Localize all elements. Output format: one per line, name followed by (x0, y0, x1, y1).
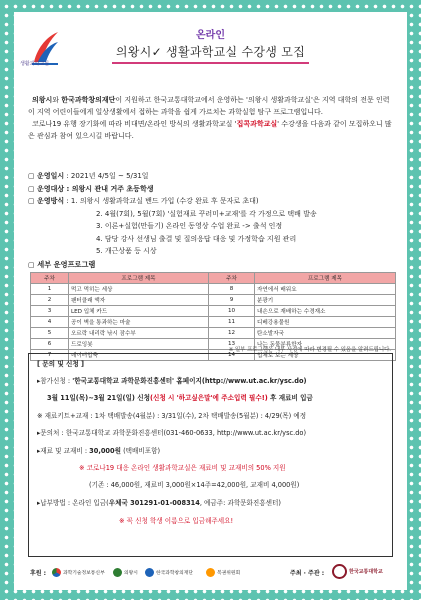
kofac-logo-icon (145, 568, 154, 577)
table-row: 1 먹고 먹히는 세상 8 자연에서 배워요 (31, 284, 396, 295)
contact-line: ▸문의처 : 한국교통대학교 과학문화진흥센터(031-460-0633, http://www.ut.ac.kr/ysc.do) (37, 429, 307, 437)
apply-period: 3월 11일(목)~3월 21일(일) 신청(신청 시 '하고싶은말'에 주소입력 필수!) 후 재료비 입금 (47, 394, 313, 402)
apply-header: [ 문의 및 신청 ] (37, 360, 85, 368)
table-header: 프로그램 제목 (69, 273, 209, 284)
logo-text: 생활과학교실 (20, 61, 49, 67)
intro-text: 의왕시와 한국과학창의재단이 지원하고 한국교통대학교에서 운영하는 '의왕시 생활과학교실'은 지역 대학의 전문 인력이 지역 어린이들에게 일상생활에서 접하는 과학을 쉽게 가르치는 과학실험 탐구 프로그램입니다. 코로나19 유행 장기화에 따라 비대면/온라인 방식의 생활과학교실 '집콕과학교실' 수강생을 다음과 같이 모집하오니 많은 관심과 참여 있으시길 바랍니다. (28, 96, 392, 140)
table-row: 4 공이 벽을 통과하는 마술 11 디베강용물원 (31, 317, 396, 328)
table-row: 2 팬터클래 액자 9 분광기 (31, 295, 396, 306)
sponsor-lottery: 복권위원회 (206, 568, 240, 577)
operation-info (28, 170, 397, 258)
uiwang-logo-icon (113, 568, 122, 577)
method-item: 2. 4월(7회), 5월(7회) '실험재료 꾸러미+교재'를 각 가정으로 택배 발송 (96, 209, 317, 218)
page-title: 의왕시✓ 생활과학교실 수강생 모집 (112, 43, 309, 64)
host-label: 주최 · 주관 : (290, 570, 325, 577)
msit-logo-icon (52, 568, 61, 577)
table-row: 3 LED 입체 카드 10 내손으로 재배하는 수경재소 (31, 306, 396, 317)
table-row: 6 드로잉봇 13 나는 동물분류학자 (31, 339, 396, 350)
poster (14, 12, 407, 590)
period-value: : 2021년 4/5일 ~ 5/31일 (64, 172, 149, 180)
apply-section (28, 353, 393, 557)
table-note: ※ 일부 프로그램은 내부 사정에 따라 변경될 수 있음을 알려드립니다. (228, 347, 391, 353)
lottery-logo-icon (206, 568, 215, 577)
target-label: ▢ 운영대상 : 의왕시 관내 거주 초등학생 (28, 184, 154, 193)
sponsor-msit: 과학기술정보통신부 (52, 568, 105, 577)
footer (28, 561, 393, 585)
method-item: 3. 이론+실험(만들기) 온라인 동영상 수업 완료 -> 출석 인정 (96, 222, 283, 230)
host-ut: 한국교통대학교 (332, 564, 383, 579)
intro-highlight: 집콕과학교실 (236, 120, 278, 128)
online-badge: 온라인 (196, 30, 225, 41)
intro-org1: 의왕시 (32, 96, 53, 104)
table-header: 프로그램 제목 (255, 273, 396, 284)
sponsor-kofac: 한국과학창의재단 (145, 568, 193, 577)
table-header: 주차 (209, 273, 255, 284)
payment-line: ▸납부방법 : 온라인 입금(우체국 301291-01-008314, 예금주: 과학문화진흥센터) (37, 499, 281, 507)
university-seal-icon (332, 564, 347, 579)
method-item: 4. 담당 강사 선생님 출결 및 질의응답 대응 및 가정학습 지원 관리 (96, 234, 297, 243)
sponsor-uiwang: 의왕시 (113, 568, 138, 577)
method-item: 5. 개근상품 등 시상 (96, 247, 157, 255)
payment-notice: ※ 꼭 신청 학생 이름으로 입금해주세요! (119, 517, 234, 525)
method-item: : 1. 의왕시 생활과학교실 밴드 가입 (수강 완료 후 문자로 초대) (64, 197, 259, 205)
apply-site-link[interactable]: '한국교통대학교 과학문화진흥센터' 홈페이지(http://www.ut.ac.kr/ysc.do) (72, 377, 307, 385)
intro-org2: 한국과학창의재단 (61, 96, 116, 104)
fee-line: ▸재료 및 교재비 : 30,000원 (택배비포함) (37, 447, 161, 455)
apply-line: ▸참가신청 : '한국교통대학교 과학문화진흥센터' 홈페이지(http://www.ut.ac.kr/ysc.do) (37, 377, 307, 385)
program-label: ▢ 세부 운영프로그램 (28, 260, 96, 269)
table-row: 5 오르락 내리락 낚시 잠수부 12 탄소발자국 (31, 328, 396, 339)
support-line: ※ 코로나19 대응 온라인 생활과학교실은 재료비 및 교재비의 50% 지원 (79, 464, 286, 472)
apply-line: ※ 재료키트+교재 : 1차 택배발송(4월분) : 3/31일(수), 2차 택배발송(5월분) : 4/29(목) 예정 (37, 412, 307, 420)
sponsor-label: 후원 : (30, 570, 47, 577)
table-header: 주차 (31, 273, 69, 284)
table-row: 7 데이터압축 14 입체로 보는 세상 (31, 350, 396, 361)
fee-detail-line: (기존 : 46,000원, 재료비 3,000원×14주=42,000원, 교재비 4,000원) (89, 481, 300, 489)
period-label: ▢ 운영일시 (28, 172, 65, 180)
method-label: ▢ 운영방식 (28, 197, 65, 205)
